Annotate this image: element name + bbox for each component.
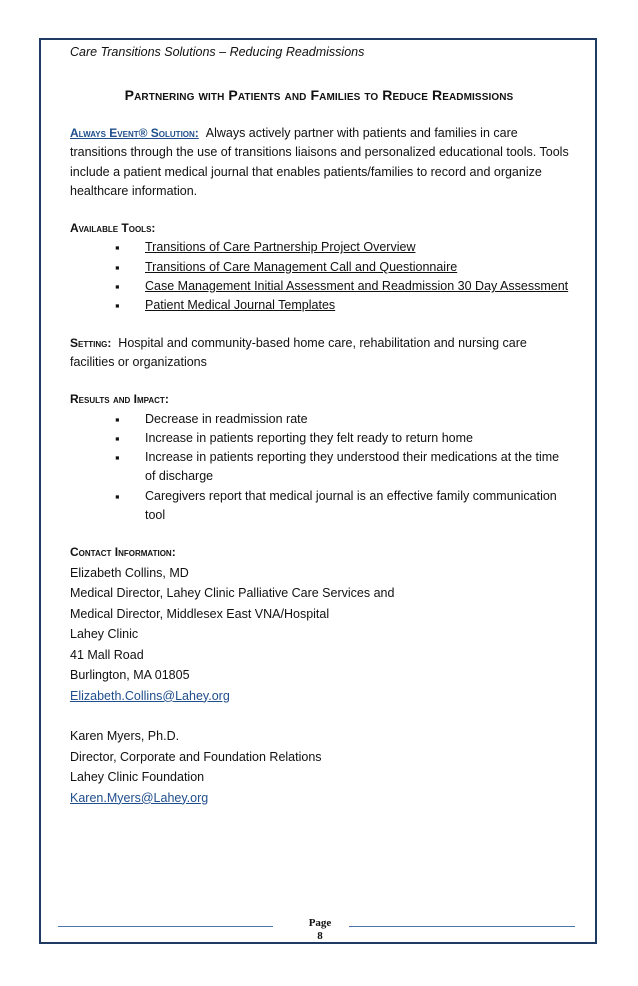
running-header: Care Transitions Solutions – Reducing Readmissions — [70, 45, 365, 59]
setting-text: Hospital and community-based home care, rehabilitation and nursing care facilities or organizations — [70, 335, 527, 369]
footer-rule-right — [349, 926, 575, 927]
tool-link-management-call[interactable]: Transitions of Care Management Call and Questionnaire — [145, 259, 458, 274]
results-section — [70, 390, 570, 525]
tool-item — [115, 258, 570, 277]
contact2-org: Lahey Clinic Foundation — [70, 770, 205, 785]
contact1-title2: Medical Director, Middlesex East VNA/Hospital — [70, 606, 330, 621]
contact-label: Contact Information: — [70, 545, 176, 560]
tools-list — [70, 238, 570, 315]
contact1-city: Burlington, MA 01805 — [70, 668, 190, 683]
document-body — [70, 124, 570, 808]
contact1-title1: Medical Director, Lahey Clinic Palliative Care Services and — [70, 586, 395, 601]
tool-item — [115, 296, 570, 315]
contact1-org: Lahey Clinic — [70, 627, 139, 642]
contact1-address: 41 Mall Road — [70, 647, 144, 662]
tool-item — [115, 277, 570, 296]
results-list — [70, 410, 570, 526]
page-title: Partnering with Patients and Families to Reduce Readmissions — [124, 87, 514, 103]
tool-link-overview[interactable]: Transitions of Care Partnership Project Overview — [145, 240, 416, 255]
footer-rule-left — [58, 926, 273, 927]
contact-section — [70, 543, 570, 808]
results-label: Results and Impact: — [70, 392, 169, 407]
tool-link-case-management[interactable]: Case Management Initial Assessment and Readmission 30 Day Assessment — [145, 279, 569, 294]
page-number-value: 8 — [317, 930, 323, 942]
result-item: ▪ Increase in patients reporting they felt ready to return home — [115, 429, 570, 448]
tool-link-journal-templates[interactable]: Patient Medical Journal Templates — [145, 298, 336, 313]
tool-item — [115, 238, 570, 257]
tools-section — [70, 219, 570, 315]
result-item: ▪ Increase in patients reporting they understood their medications at the time of discharge — [115, 448, 570, 487]
page-label: Page — [308, 917, 332, 929]
page-number — [300, 917, 340, 943]
contact2-email-link[interactable]: Karen.Myers@Lahey.org — [70, 790, 209, 805]
solution-label: Always Event® Solution: — [70, 126, 199, 140]
result-item: ▪ Decrease in readmission rate — [115, 410, 570, 429]
setting-label: Setting: — [70, 335, 112, 350]
contact2-name: Karen Myers, Ph.D. — [70, 729, 180, 744]
result-item: ▪ Caregivers report that medical journal is an effective family communication tool — [115, 487, 570, 526]
solution-paragraph — [70, 124, 570, 201]
setting-section — [70, 334, 570, 373]
contact1-email-link[interactable]: Elizabeth.Collins@Lahey.org — [70, 688, 230, 703]
contact1-name: Elizabeth Collins, MD — [70, 565, 189, 580]
solution-text: Always actively partner with patients and families in care transitions through the use of transitions liaisons and personalized educational tools. Tools include a patient medical journal that enables patients/families to record and organize healthcare information. — [70, 126, 569, 198]
contact2-title: Director, Corporate and Foundation Relations — [70, 749, 322, 764]
tools-label: Available Tools: — [70, 221, 156, 236]
